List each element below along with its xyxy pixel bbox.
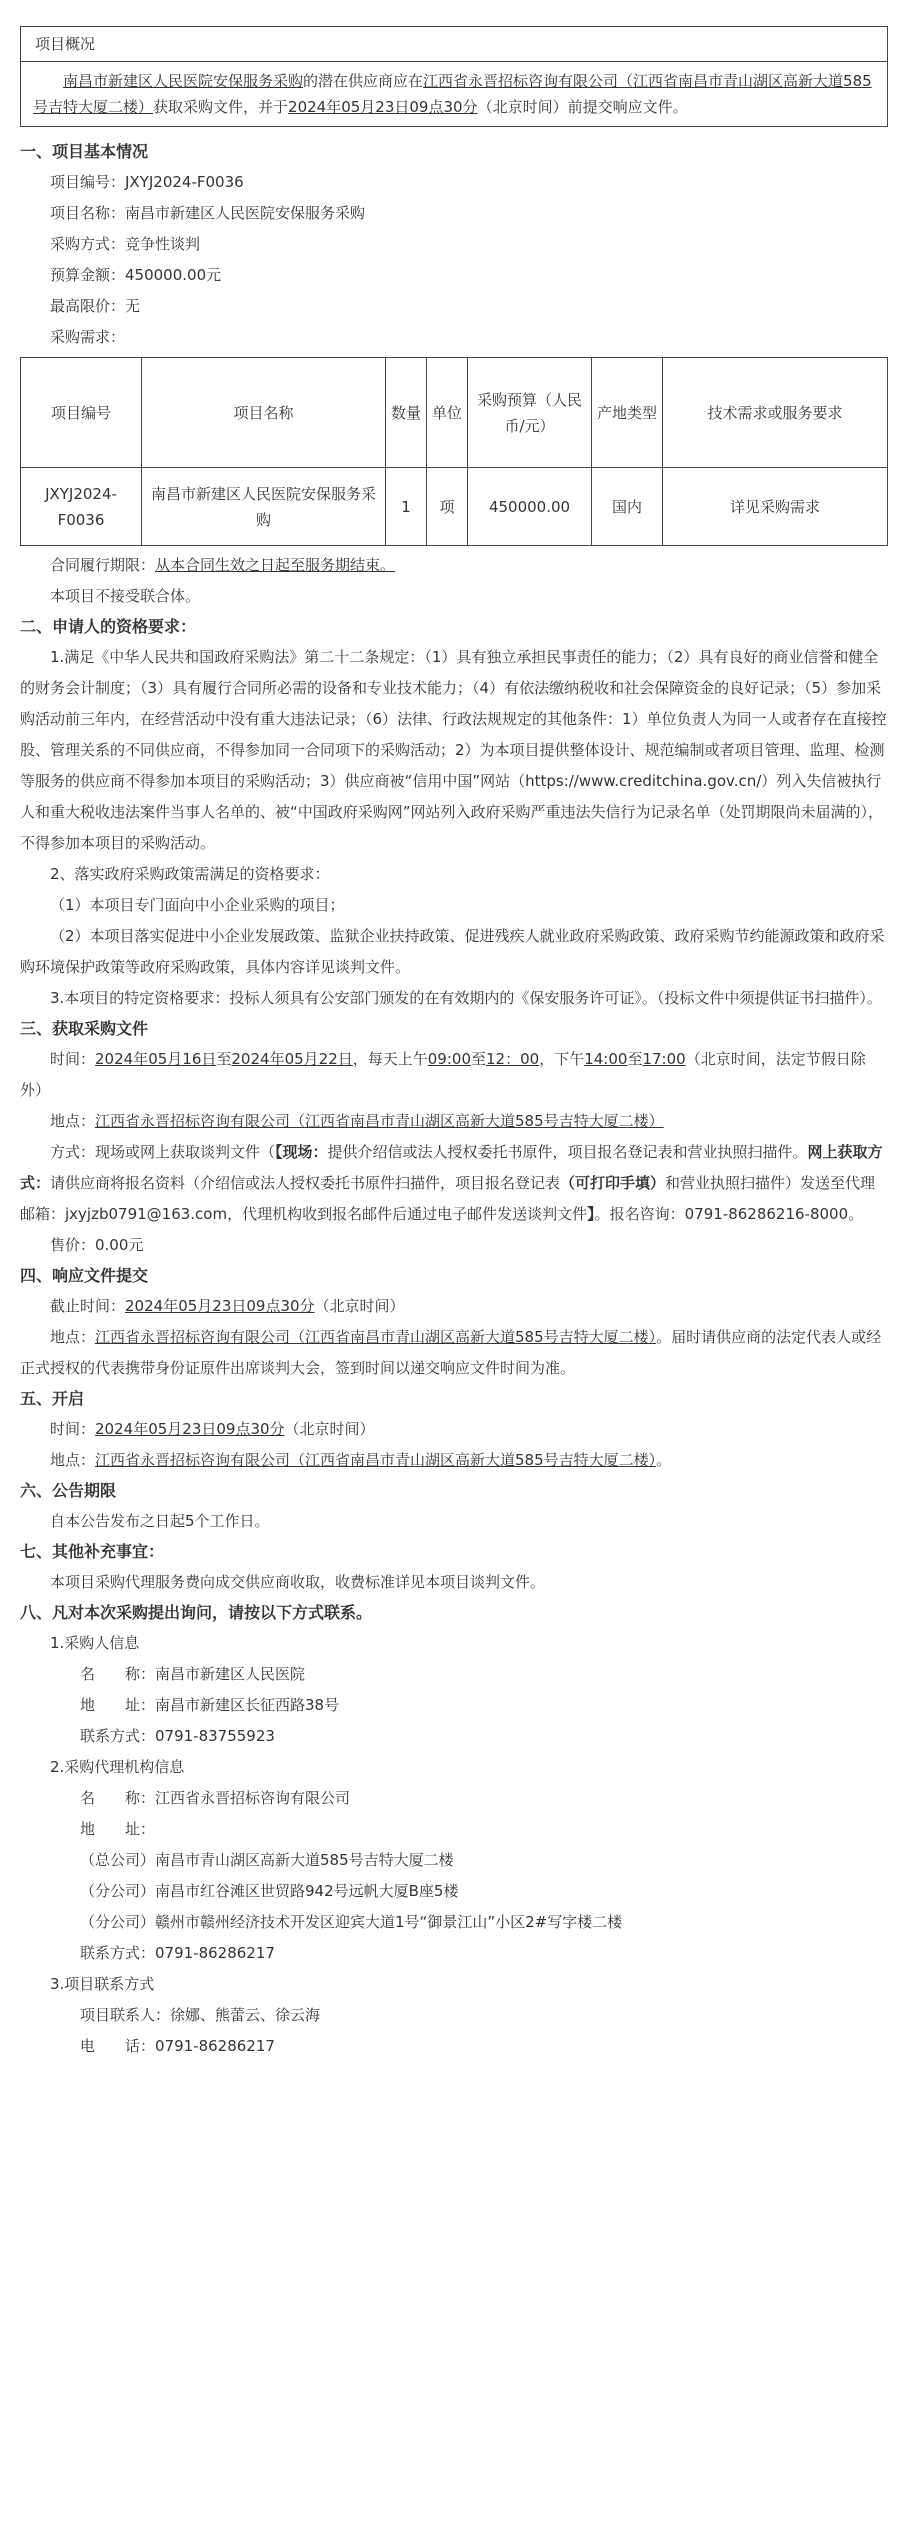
submit-place-note: 。届时请供应商的法定代表人或经正式授权的代表携带身份证原件出席谈判大会，签到时间以递交响应文件时间为准。 <box>20 1328 882 1377</box>
overview-text <box>21 61 887 126</box>
agent-branch-1: （分公司）南昌市红谷滩区世贸路942号远帆大厦B座5楼 <box>80 1882 459 1900</box>
overview-box <box>20 26 888 127</box>
obtain-time <box>20 1044 888 1106</box>
buyer-phone: 联系方式：0791-83755923 <box>80 1727 275 1745</box>
obtain-afternoon-end: 17:00 <box>642 1050 686 1068</box>
max-price: 最高限价：无 <box>50 297 141 315</box>
opening-place-label: 地点： <box>50 1451 96 1469</box>
agent-phone: 联系方式：0791-86286217 <box>80 1944 275 1962</box>
section-6-heading: 六、公告期限 <box>20 1481 117 1500</box>
buyer-name: 名 称：南昌市新建区人民医院 <box>80 1665 306 1683</box>
opening-time-tz: （北京时间） <box>284 1420 375 1438</box>
needs-label: 采购需求： <box>50 328 126 346</box>
agent-hq-address: （总公司）南昌市青山湖区高新大道585号吉特大厦二楼 <box>80 1851 454 1869</box>
opening-place <box>20 1445 888 1476</box>
obtain-way <box>20 1137 888 1230</box>
announcement-page <box>20 26 888 2062</box>
project-code: 项目编号：JXYJ2024-F0036 <box>50 173 244 191</box>
agent-address-label: 地 址： <box>80 1820 156 1838</box>
deadline-date: 2024年05月23日09点30分 <box>288 98 478 116</box>
obtain-afternoon-to: 至 <box>627 1050 643 1068</box>
obtain-way-email-text: 和营业执照扫描件）发送至代理邮箱：jxyjzb0791@163.com，代理机构收到报名邮件后通过电子邮件发送谈判文件 <box>20 1174 876 1223</box>
obtain-time-to: 至 <box>216 1050 232 1068</box>
project-name: 项目名称：南昌市新建区人民医院安保服务采购 <box>50 204 366 222</box>
policy-sme: （1）本项目专门面向中小企业采购的项目； <box>50 896 345 914</box>
table-header: 单位 <box>427 358 468 468</box>
obtain-way-onsite-text: 提供介绍信或法人授权委托书原件，项目报名登记表和营业执照扫描件。 <box>327 1143 808 1161</box>
overview-text-6: （北京时间）前提交响应文件。 <box>477 98 688 116</box>
obtain-end-date: 2024年05月22日 <box>231 1050 353 1068</box>
table-cell: 南昌市新建区人民医院安保服务采购 <box>142 468 386 546</box>
section-2-heading: 二、申请人的资格要求： <box>20 617 197 636</box>
policy-requirements: 2、落实政府采购政策需满足的资格要求： <box>50 865 330 883</box>
table-header: 采购预算（人民币/元） <box>468 358 592 468</box>
table-cell: 项 <box>427 468 468 546</box>
qualification-general: 1.满足《中华人民共和国政府采购法》第二十二条规定：（1）具有独立承担民事责任的能力；（2）具有良好的商业信誉和健全的财务会计制度；（3）具有履行合同所必需的设备和专业技术能力；（4）有依法缴纳税收和社会保障资金的良好记录；（5）参加采购活动前三年内，在经营活动中没有重大违法记录；（6）法律、行政法规规定的其他条件：1）单位负责人为同一人或者存在直接控股、管理关系的不同供应商，不得参加同一合同项下的采购活动；2）为本项目提供整体设计、规范编制或者项目管理、监理、检测等服务的供应商不得参加本项目的采购活动；3）供应商被“信用中国”网站（https://www.creditchina.gov.cn/）列入失信被执行人和重大税收违法案件当事人名单的、被“中国政府采购网”网站列入政府采购严重违法失信行为记录名单（处罚期限尚未届满的），不得参加本项目的采购活动。 <box>20 648 887 852</box>
contact-phone: 电 话：0791-86286217 <box>80 2037 275 2055</box>
obtain-afternoon-label: ，下午 <box>539 1050 585 1068</box>
procurement-method: 采购方式：竞争性谈判 <box>50 235 201 253</box>
submit-deadline-date: 2024年05月23日09点30分 <box>125 1297 315 1315</box>
table-cell: 450000.00 <box>468 468 592 546</box>
policy-details: （2）本项目落实促进中小企业发展政策、监狱企业扶持政策、促进残疾人就业政府采购政策、政府采购节约能源政策和政府采购环境保护政策等政府采购政策，具体内容详见谈判文件。 <box>20 927 885 976</box>
contact-people: 项目联系人：徐娜、熊蕾云、徐云海 <box>80 2006 321 2024</box>
obtain-way-phone: 。报名咨询：0791-86286216-8000。 <box>594 1205 864 1223</box>
contract-period <box>20 550 888 581</box>
opening-time <box>20 1414 888 1445</box>
obtain-time-note: （北京时间，法定节假日除外） <box>20 1050 866 1099</box>
submit-deadline-tz: （北京时间） <box>314 1297 405 1315</box>
requirements-table <box>20 357 888 546</box>
submit-place-label: 地点： <box>50 1328 96 1346</box>
notice-period: 自本公告发布之日起5个工作日。 <box>50 1512 270 1530</box>
agent-info-title: 2.采购代理机构信息 <box>50 1758 185 1776</box>
table-header-row <box>21 358 888 468</box>
budget-amount: 预算金额：450000.00元 <box>50 266 222 284</box>
table-cell: 1 <box>386 468 427 546</box>
buyer-address: 地 址：南昌市新建区长征西路38号 <box>80 1696 340 1714</box>
overview-text-2: 的潜在供应商应在 <box>303 72 424 90</box>
table-header: 项目编号 <box>21 358 142 468</box>
obtain-morning-end: 12：00 <box>486 1050 540 1068</box>
obtain-afternoon-start: 14:00 <box>584 1050 628 1068</box>
obtain-morning-to: 至 <box>471 1050 487 1068</box>
project-name-link: 南昌市新建区人民医院安保服务采购 <box>63 72 304 90</box>
obtain-morning-label: ，每天上午 <box>352 1050 428 1068</box>
obtain-place-label: 地点： <box>50 1112 96 1130</box>
table-header: 技术需求或服务要求 <box>663 358 888 468</box>
no-consortium: 本项目不接受联合体。 <box>50 587 201 605</box>
table-header: 项目名称 <box>142 358 386 468</box>
opening-place-address: 江西省永晋招标咨询有限公司（江西省南昌市青山湖区高新大道585号吉特大厦二楼） <box>95 1451 657 1469</box>
obtain-way-onsite-label: 【现场： <box>275 1143 328 1161</box>
obtain-place <box>20 1106 888 1137</box>
obtain-way-intro: 方式：现场或网上获取谈判文件（ <box>50 1143 276 1161</box>
obtain-place-address: 江西省永晋招标咨询有限公司（江西省南昌市青山湖区高新大道585号吉特大厦二楼） <box>95 1112 664 1130</box>
document-price: 售价：0.00元 <box>50 1236 144 1254</box>
table-header: 产地类型 <box>592 358 663 468</box>
contract-period-value: 从本合同生效之日起至服务期结束。 <box>155 556 396 574</box>
contract-period-label: 合同履行期限： <box>50 556 156 574</box>
obtain-time-label: 时间： <box>50 1050 96 1068</box>
section-3-heading: 三、获取采购文件 <box>20 1019 149 1038</box>
submit-place <box>20 1322 888 1384</box>
buyer-info-title: 1.采购人信息 <box>50 1634 140 1652</box>
section-4-heading: 四、响应文件提交 <box>20 1266 149 1285</box>
section-7-heading: 七、其他补充事宜： <box>20 1542 165 1561</box>
submit-deadline <box>20 1291 888 1322</box>
obtain-morning-start: 09:00 <box>427 1050 471 1068</box>
contact-title: 3.项目联系方式 <box>50 1975 155 1993</box>
overview-text-4: 获取采购文件，并于 <box>153 98 289 116</box>
overview-title: 项目概况 <box>35 35 96 53</box>
submit-place-address: 江西省永晋招标咨询有限公司（江西省南昌市青山湖区高新大道585号吉特大厦二楼） <box>95 1328 657 1346</box>
agency-link: 江西省永晋招标咨询有限公司（江西省南昌市青山湖区高新大道585号吉特大厦二楼） <box>33 72 872 116</box>
submit-deadline-label: 截止时间： <box>50 1297 126 1315</box>
obtain-way-print-note: （可打印手填） <box>560 1174 666 1192</box>
opening-time-label: 时间： <box>50 1420 96 1438</box>
opening-time-date: 2024年05月23日09点30分 <box>95 1420 285 1438</box>
table-row <box>21 468 888 546</box>
obtain-way-online-text: 请供应商将报名资料（介绍信或法人授权委托书原件扫描件，项目报名登记表 <box>50 1174 561 1192</box>
obtain-way-online-label: 网上获取方式： <box>20 1143 883 1192</box>
section-1-heading: 一、项目基本情况 <box>20 142 149 161</box>
obtain-start-date: 2024年05月16日 <box>95 1050 217 1068</box>
section-8-heading: 八、凡对本次采购提出询问，请按以下方式联系。 <box>20 1603 373 1622</box>
specific-qualification: 3.本项目的特定资格要求：投标人须具有公安部门颁发的在有效期内的《保安服务许可证》。（投标文件中须提供证书扫描件）。 <box>50 989 882 1007</box>
table-cell: JXYJ2024-F0036 <box>21 468 142 546</box>
section-5-heading: 五、开启 <box>20 1389 85 1408</box>
opening-place-end: 。 <box>656 1451 672 1469</box>
agent-branch-2: （分公司）赣州市赣州经济技术开发区迎宾大道1号“御景江山”小区2#写字楼二楼 <box>80 1913 623 1931</box>
table-header: 数量 <box>386 358 427 468</box>
obtain-way-close: 】 <box>587 1205 595 1223</box>
table-cell: 详见采购需求 <box>663 468 888 546</box>
agent-name: 名 称：江西省永晋招标咨询有限公司 <box>80 1789 351 1807</box>
table-cell: 国内 <box>592 468 663 546</box>
other-matters: 本项目采购代理服务费向成交供应商收取，收费标准详见本项目谈判文件。 <box>50 1573 546 1591</box>
